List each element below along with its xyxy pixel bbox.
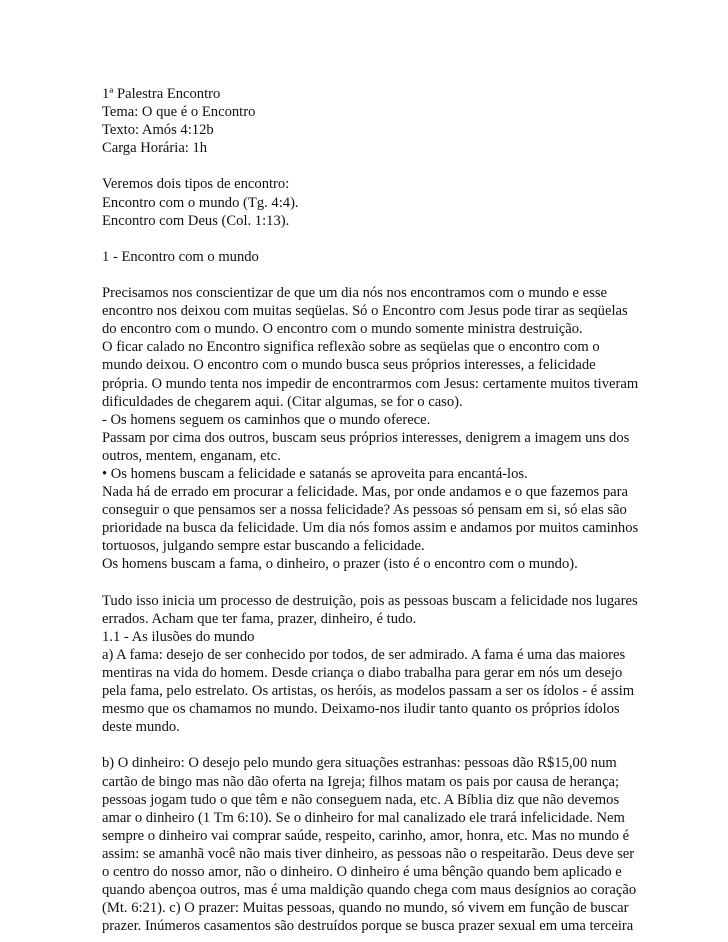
text-line: • Os homens buscam a felicidade e satanás se aproveita para encantá-los.	[102, 465, 528, 482]
text-line: tortuosos, julgando sempre estar buscando a felicidade.	[102, 538, 425, 555]
intro-line: Encontro com o mundo (Tg. 4:4).	[102, 194, 299, 211]
blank-line	[102, 574, 642, 592]
text-line: dificuldades de chegarem aqui. (Citar algumas, se for o caso).	[102, 393, 463, 410]
text-line: cartão de bingo mas não dão oferta na Igreja; filhos matam os pais por causa de herança;	[102, 773, 620, 790]
lecture-theme: Tema: O que é o Encontro	[102, 104, 256, 121]
text-line: Nada há de errado em procurar a felicidade. Mas, por onde andamos e o que fazemos para	[102, 484, 628, 501]
intro-line: Veremos dois tipos de encontro:	[102, 176, 290, 193]
blank-line	[102, 157, 642, 175]
header-block	[102, 85, 642, 157]
text-line: quando abençoa outros, mas é uma maldição quando chega com maus desígnios ao coração	[102, 882, 637, 899]
text-line: a) A fama: desejo de ser conhecido por todos, de ser admirado. A fama é uma das maiores	[102, 646, 626, 663]
text-line: (Mt. 6:21). c) O prazer: Muitas pessoas, quando no mundo, só vivem em função de buscar	[102, 900, 629, 917]
text-line: própria. O mundo tenta nos impedir de encontrarmos com Jesus: certamente muitos tiveram	[102, 375, 639, 392]
text-line: Precisamos nos conscientizar de que um dia nós nos encontramos com o mundo e esse	[102, 285, 607, 302]
text-line: do encontro com o mundo. O encontro com o mundo somente ministra destruição.	[102, 321, 583, 338]
text-line: pessoas jogam tudo o que têm e não conseguem nada, etc. A Bíblia diz que não devemos	[102, 791, 620, 808]
text-line: - Os homens seguem os caminhos que o mundo oferece.	[102, 411, 431, 428]
paragraph-illusions	[102, 592, 642, 737]
paragraph-money	[102, 754, 642, 935]
text-line: outros, mentem, enganam, etc.	[102, 447, 281, 464]
subsection-heading: 1.1 - As ilusões do mundo	[102, 628, 255, 645]
blank-line	[102, 230, 642, 248]
text-line: sempre o dinheiro vai comprar saúde, respeito, carinho, amor, honra, etc. Mas no mundo é	[102, 827, 630, 844]
text-line: Tudo isso inicia um processo de destruição, pois as pessoas buscam a felicidade nos lugares	[102, 592, 638, 609]
text-line: mundo deixou. O encontro com o mundo busca seus próprios interesses, a felicidade	[102, 357, 596, 374]
text-line: errados. Acham que ter fama, prazer, dinheiro, é tudo.	[102, 610, 417, 627]
text-line: conseguir o que pensamos ser a nossa felicidade? As pessoas só pensam em si, só elas são	[102, 502, 627, 519]
document-body	[102, 85, 642, 935]
text-line: o centro do nosso amor, não o dinheiro. O dinheiro é uma bênção quando bem aplicado e	[102, 864, 622, 881]
text-line: prioridade na busca da felicidade. Um dia nós fomos assim e andamos por muitos caminhos	[102, 520, 639, 537]
lecture-text-reference: Texto: Amós 4:12b	[102, 122, 214, 139]
text-line: O ficar calado no Encontro significa reflexão sobre as seqüelas que o encontro com o	[102, 339, 600, 356]
lecture-duration: Carga Horária: 1h	[102, 140, 208, 157]
text-line: prazer. Inúmeros casamentos são destruídos porque se busca prazer sexual em uma terceira	[102, 918, 634, 935]
text-line: Passam por cima dos outros, buscam seus próprios interesses, denigrem a imagem uns dos	[102, 429, 630, 446]
text-line: assim: se amanhã você não mais tiver dinheiro, as pessoas não o respeitarão. Deus deve ser	[102, 845, 635, 862]
section-heading: 1 - Encontro com o mundo	[102, 248, 259, 265]
text-line: encontro nos deixou com muitas seqüelas. Só o Encontro com Jesus pode tirar as seqüelas	[102, 303, 628, 320]
text-line: pela fama, pelo estrelato. Os artistas, os heróis, as modelos passam a ser os ídolos - é assim	[102, 683, 635, 700]
paragraph-encounter-world	[102, 284, 642, 574]
text-line: b) O dinheiro: O desejo pelo mundo gera situações estranhas: pessoas dão R$15,00 num	[102, 755, 617, 772]
intro-line: Encontro com Deus (Col. 1:13).	[102, 212, 290, 229]
text-line: amar o dinheiro (1 Tm 6:10). Se o dinheiro for mal canalizado ele trará infelicidade. Nem	[102, 809, 625, 826]
text-line: mesmo que os chamamos no mundo. Deixamo-nos iludir tanto quanto os próprios ídolos	[102, 701, 620, 718]
intro-block	[102, 175, 642, 229]
text-line: Os homens buscam a fama, o dinheiro, o prazer (isto é o encontro com o mundo).	[102, 556, 578, 573]
text-line: mentiras na vida do homem. Desde criança o diabo trabalha para gerar em nós um desejo	[102, 665, 623, 681]
blank-line	[102, 266, 642, 284]
blank-line	[102, 736, 642, 754]
lecture-title: 1ª Palestra Encontro	[102, 86, 221, 102]
text-line: deste mundo.	[102, 719, 180, 736]
